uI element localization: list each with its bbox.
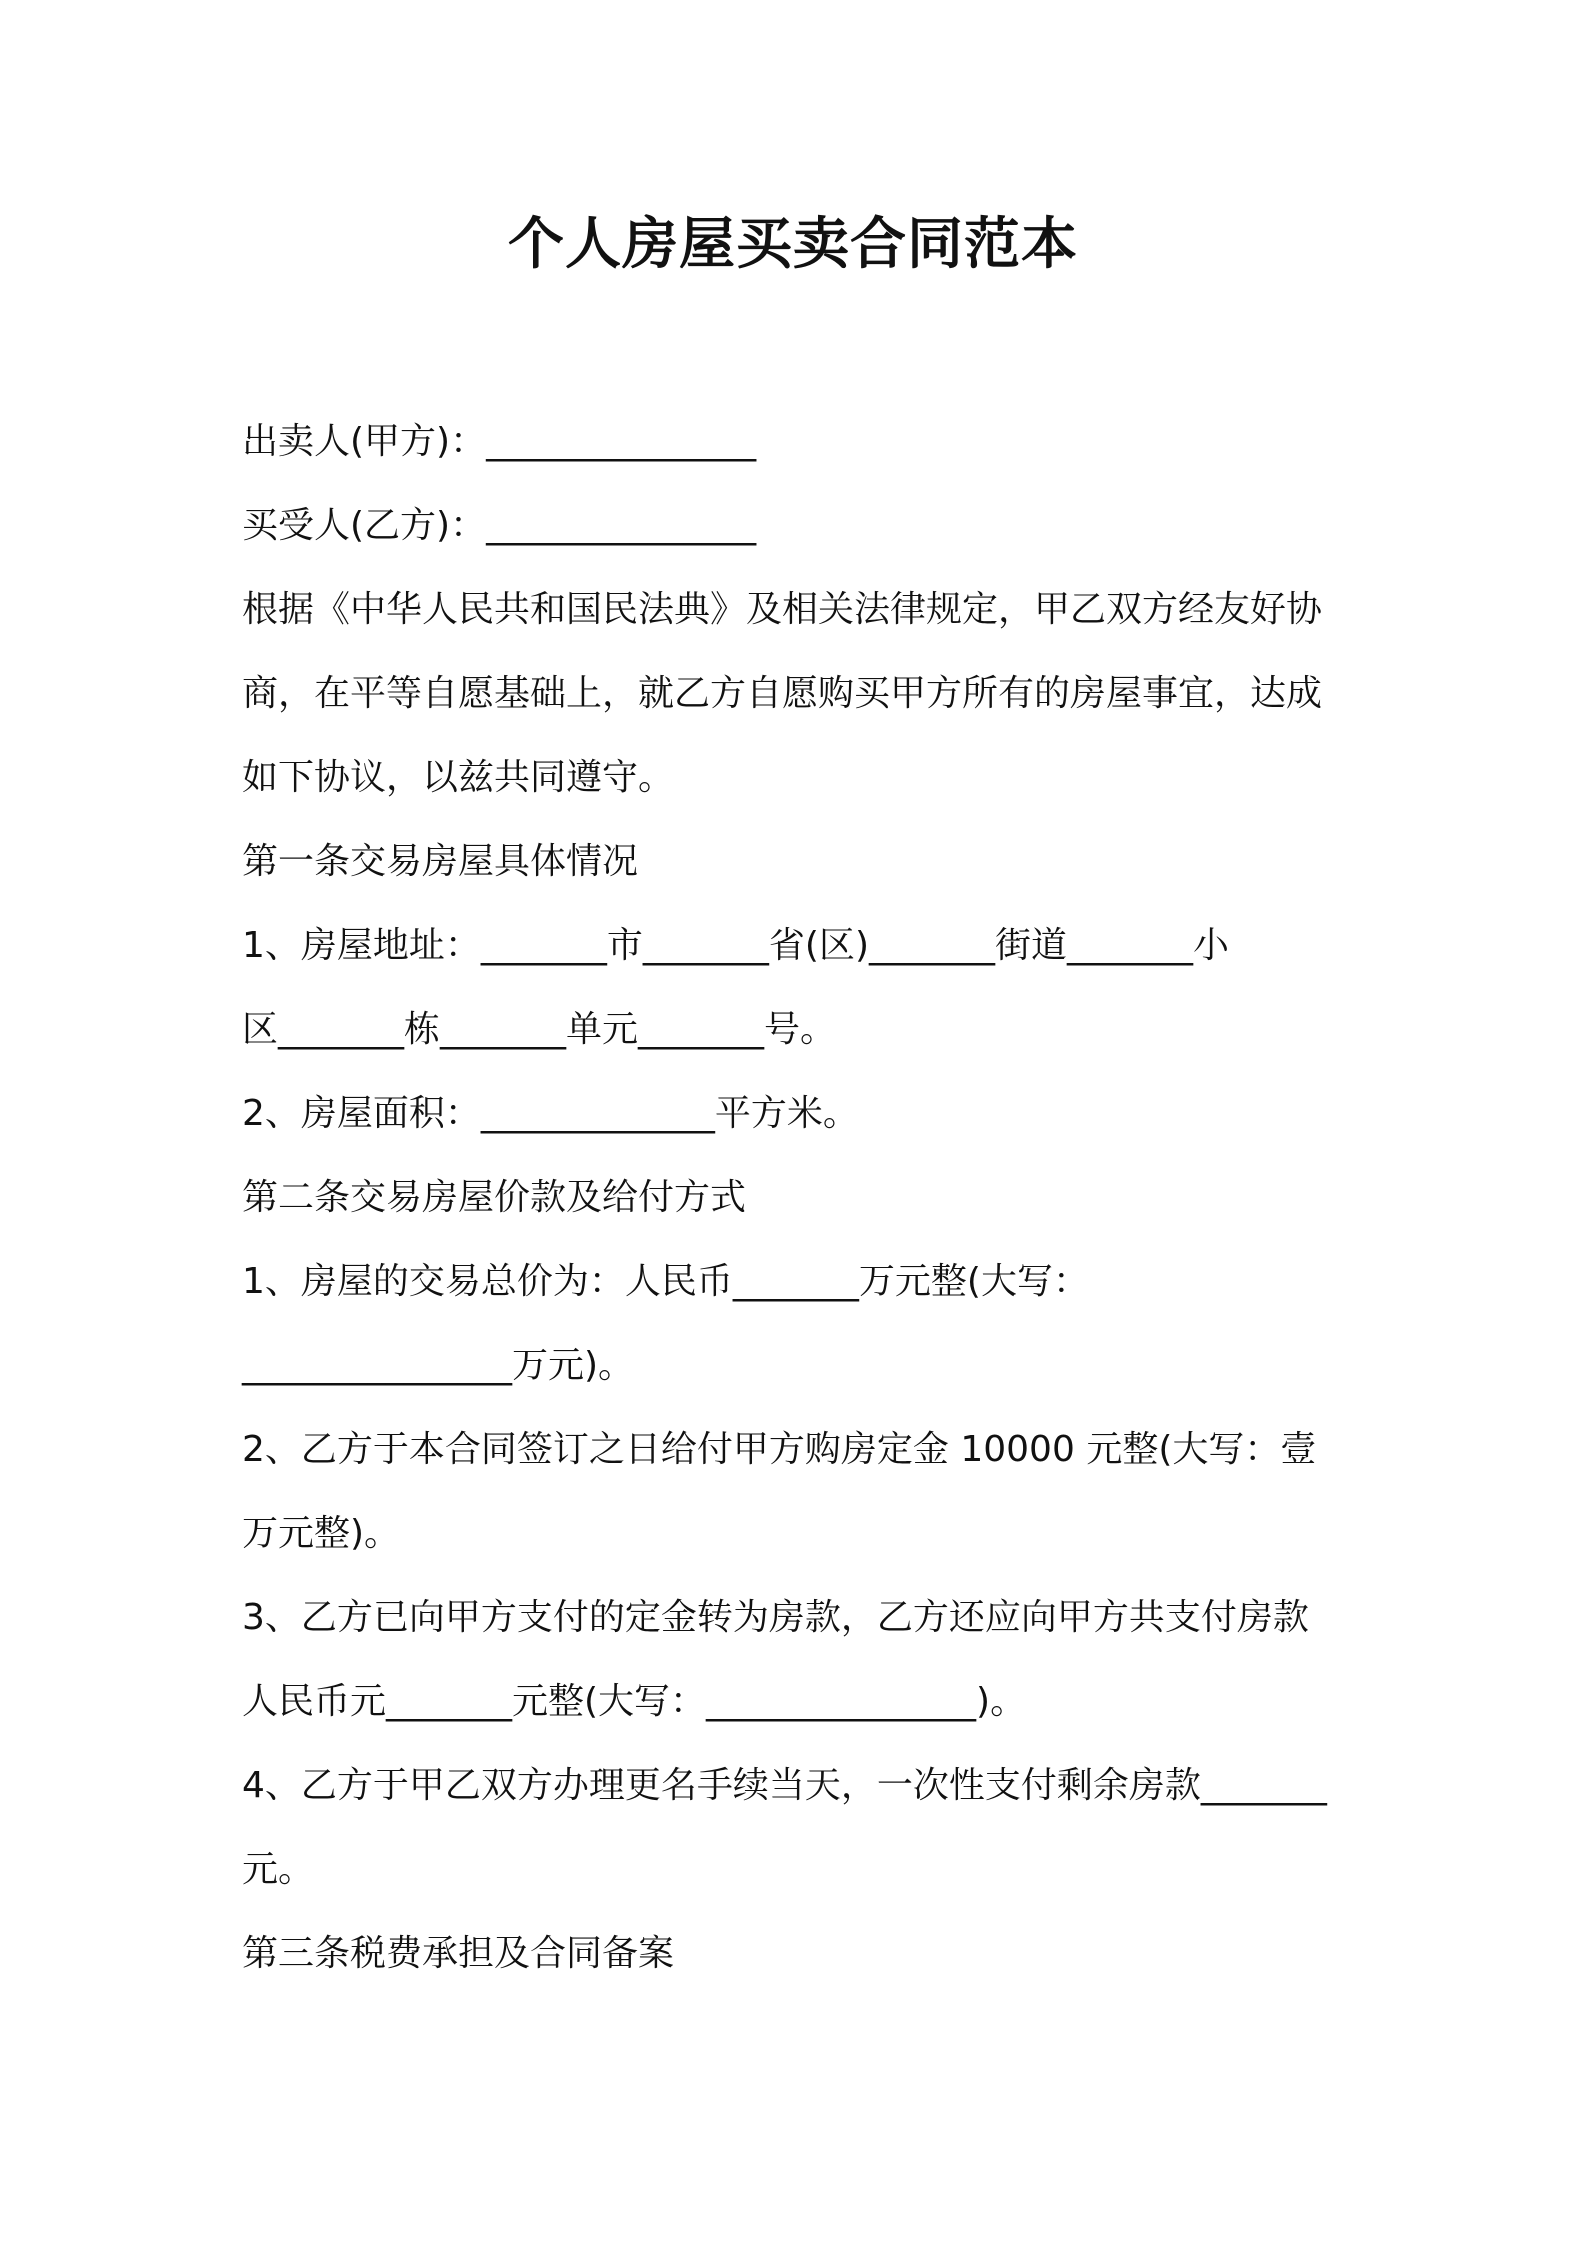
article-2-item-3-line-2: 人民币元_______元整(大写：_______________)。 <box>242 1681 1027 1722</box>
article-2-item-1-line-1: 1、房屋的交易总价为：人民币_______万元整(大写： <box>242 1261 1089 1302</box>
article-2-heading: 第二条交易房屋价款及给付方式 <box>242 1177 747 1218</box>
article-1-item-1-line-1: 1、房屋地址：_______市_______省(区)_______街道_______小 <box>242 925 1229 966</box>
article-2-item-2-line-2: 万元整)。 <box>242 1513 401 1554</box>
article-2-item-2-line-1: 2、乙方于本合同签订之日给付甲方购房定金 10000 元整(大写：壹 <box>242 1429 1317 1470</box>
document-body <box>242 400 1362 1996</box>
preamble-line-1: 根据《中华人民共和国民法典》及相关法律规定，甲乙双方经友好协 <box>242 589 1323 630</box>
seller-line: 出卖人(甲方)：_______________ <box>242 421 757 462</box>
article-2-item-4-line-1: 4、乙方于甲乙双方办理更名手续当天，一次性支付剩余房款_______ <box>242 1765 1327 1806</box>
article-2-item-1-line-2: _______________万元)。 <box>242 1345 635 1386</box>
document-title: 个人房屋买卖合同范本 <box>508 212 1078 277</box>
article-1-heading: 第一条交易房屋具体情况 <box>242 841 639 882</box>
article-2-item-3-line-1: 3、乙方已向甲方支付的定金转为房款，乙方还应向甲方共支付房款 <box>242 1597 1309 1638</box>
article-1-item-1-line-2: 区_______栋_______单元_______号。 <box>242 1009 836 1050</box>
preamble-line-3: 如下协议，以兹共同遵守。 <box>242 757 675 798</box>
preamble-line-2: 商，在平等自愿基础上，就乙方自愿购买甲方所有的房屋事宜，达成 <box>242 673 1323 714</box>
article-2-item-4-line-2: 元。 <box>242 1849 315 1890</box>
article-1-item-2: 2、房屋面积：_____________平方米。 <box>242 1093 859 1134</box>
buyer-line: 买受人(乙方)：_______________ <box>242 505 757 546</box>
article-3-heading: 第三条税费承担及合同备案 <box>242 1933 675 1974</box>
